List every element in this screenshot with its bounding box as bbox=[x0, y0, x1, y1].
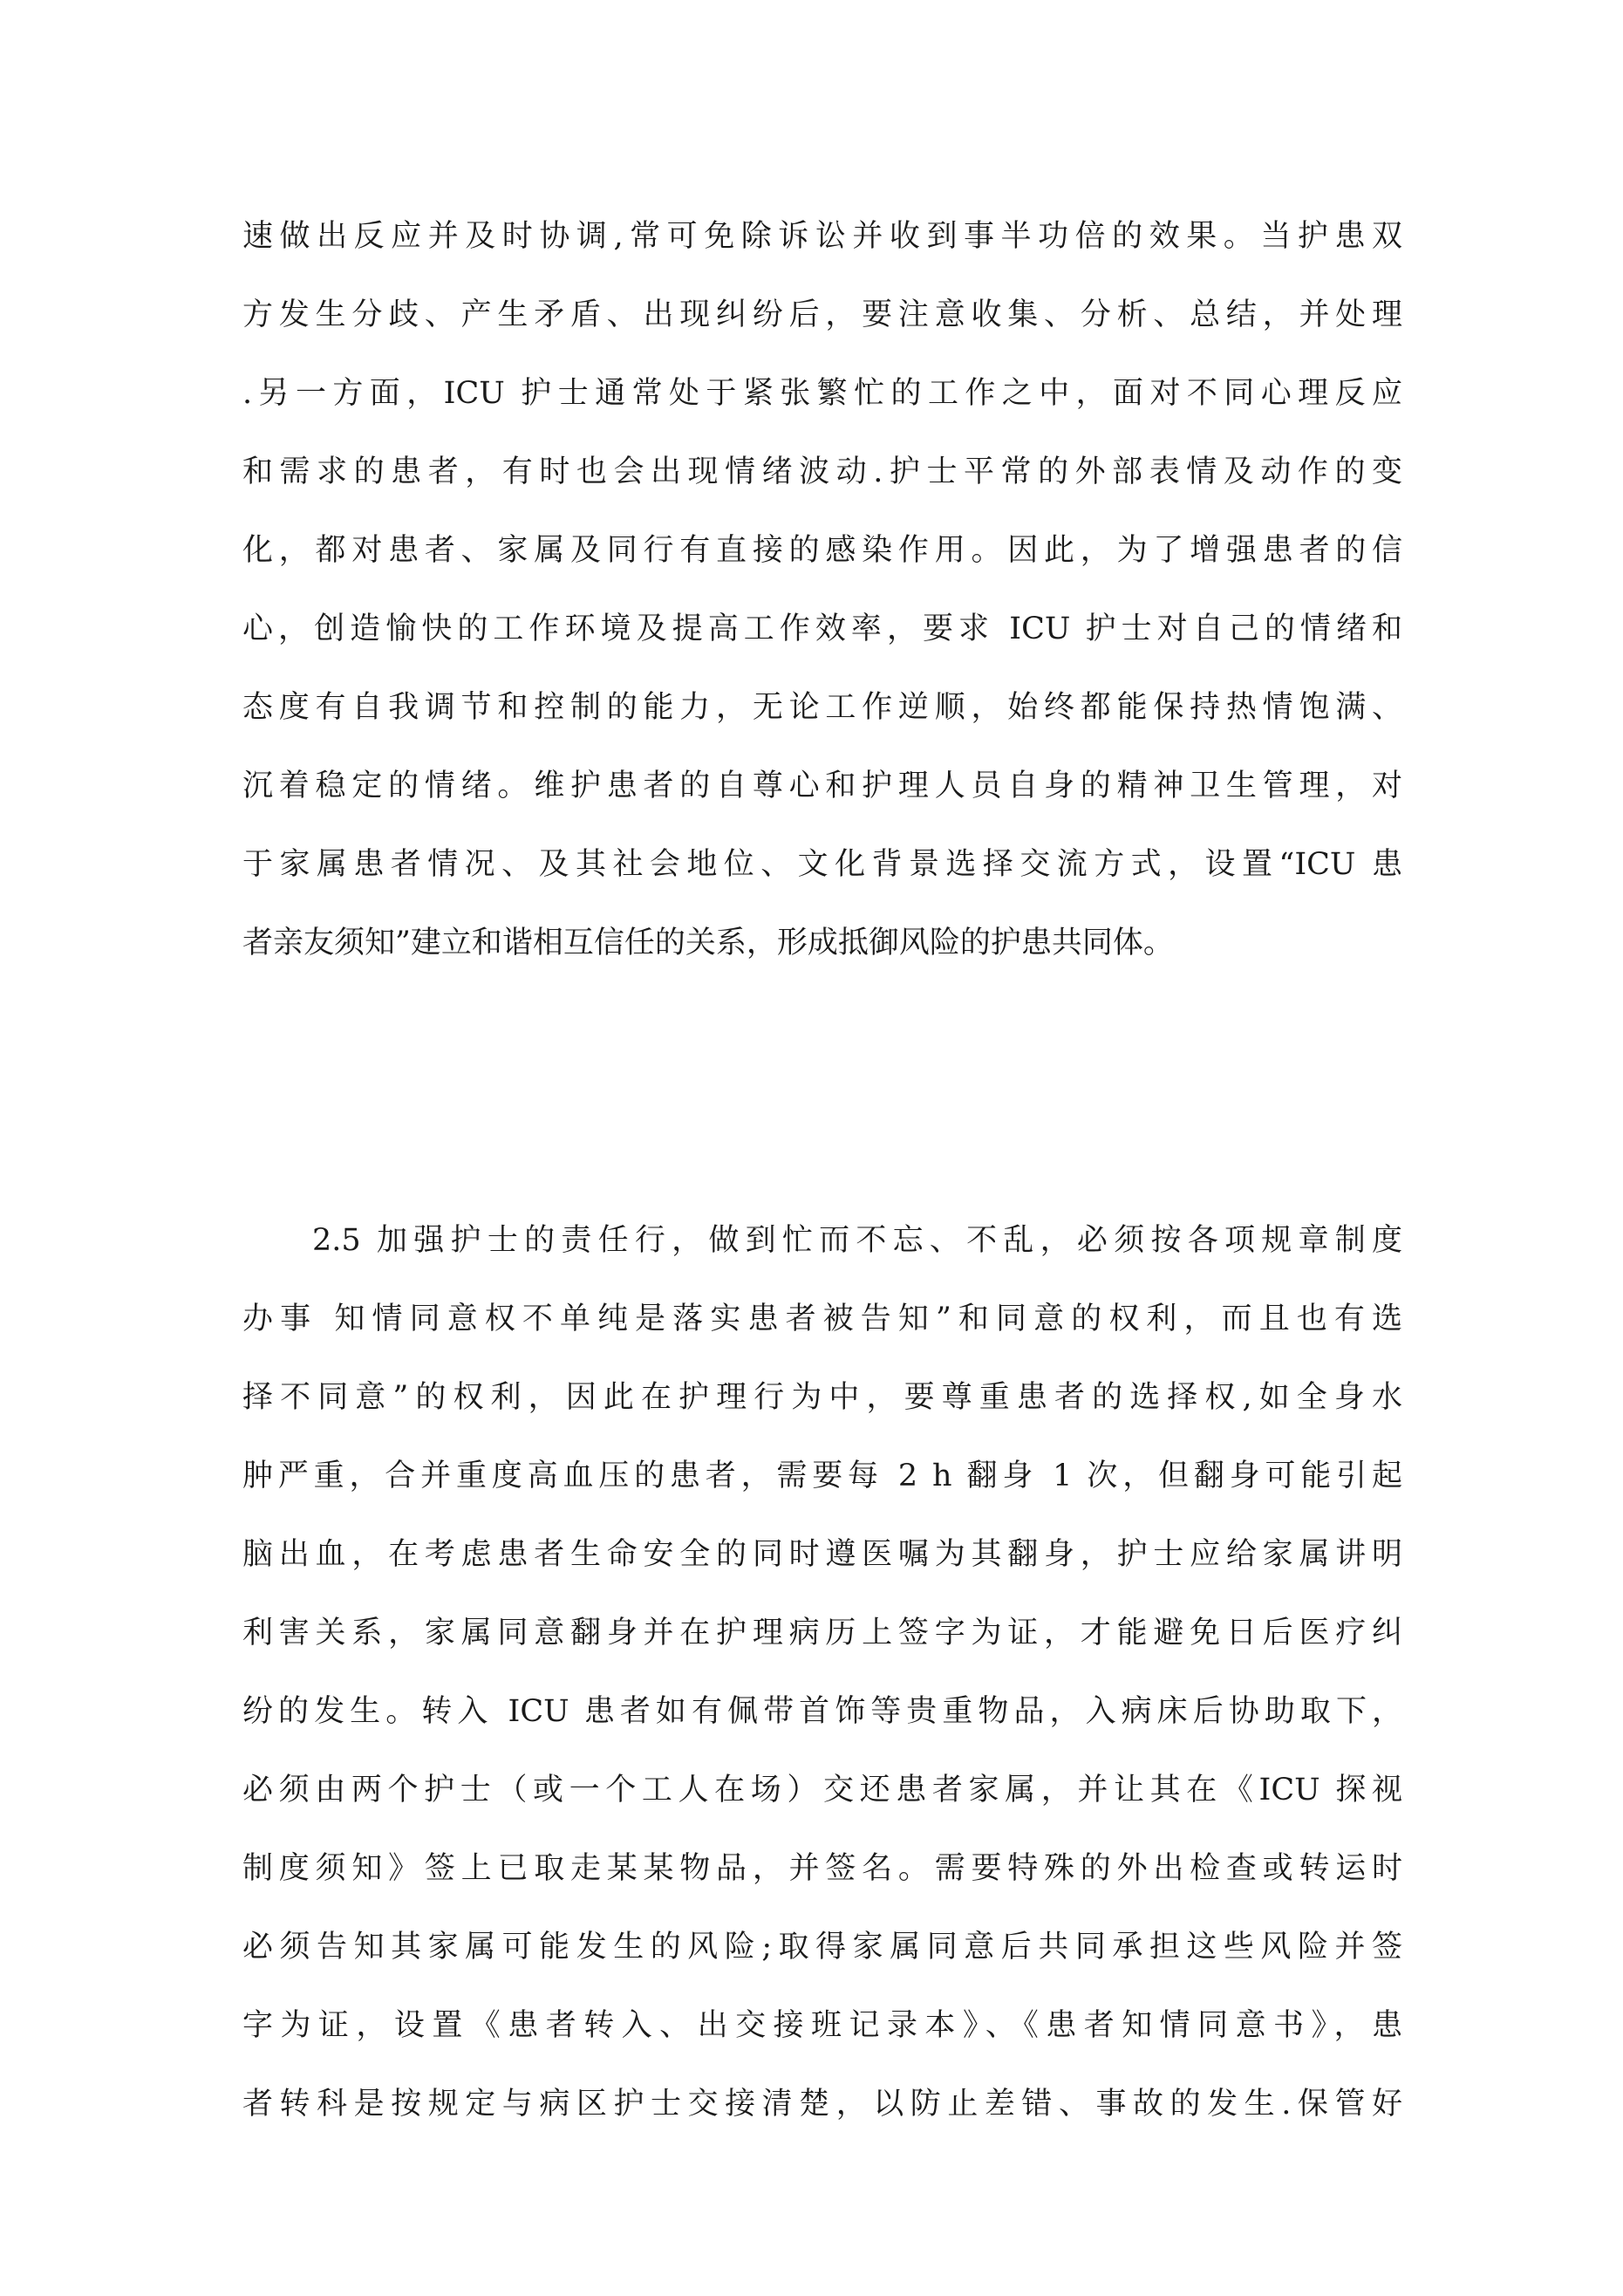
text-line: 速做出反应并及时协调,常可免除诉讼并收到事半功倍的效果。当护患双 bbox=[242, 219, 1402, 254]
text-line: 沉着稳定的情绪。维护患者的自尊心和护理人员自身的精神卫生管理，对 bbox=[242, 769, 1402, 803]
text-line: 和需求的患者，有时也会出现情绪波动.护士平常的外部表情及动作的变 bbox=[242, 454, 1402, 489]
text-line: 制度须知》签上已取走某某物品，并签名。需要特殊的外出检查或转运时 bbox=[242, 1851, 1402, 1886]
section-2-5-heading-line: 2.5 加强护士的责任行，做到忙而不忘、不乱，必须按各项规章制度 bbox=[312, 1223, 1402, 1258]
paragraph-2 bbox=[242, 1201, 1402, 2143]
text-line: 者转科是按规定与病区护士交接清楚，以防止差错、事故的发生.保管好 bbox=[242, 2087, 1402, 2122]
text-line: 方发生分歧、产生矛盾、出现纠纷后，要注意收集、分析、总结，并处理 bbox=[242, 297, 1402, 332]
text-line: 者亲友须知”建立和谐相互信任的关系，形成抵御风险的护患共同体。 bbox=[242, 926, 1174, 960]
text-line: 心，创造愉快的工作环境及提高工作效率，要求 ICU 护士对自己的情绪和 bbox=[242, 612, 1402, 646]
text-line: .另一方面，ICU 护士通常处于紧张繁忙的工作之中，面对不同心理反应 bbox=[242, 376, 1402, 411]
text-line: 字为证，设置《患者转入、出交接班记录本》、《患者知情同意书》，患 bbox=[242, 2008, 1402, 2043]
text-line: 办事 知情同意权不单纯是落实患者被告知”和同意的权利，而且也有选 bbox=[242, 1302, 1402, 1336]
text-line: 脑出血，在考虑患者生命安全的同时遵医嘱为其翻身，护士应给家属讲明 bbox=[242, 1537, 1402, 1572]
text-line: 态度有自我调节和控制的能力，无论工作逆顺，始终都能保持热情饱满、 bbox=[242, 690, 1402, 725]
paragraph-1 bbox=[242, 197, 1402, 982]
text-line: 化，都对患者、家属及同行有直接的感染作用。因此，为了增强患者的信 bbox=[242, 533, 1402, 568]
text-line: 肿严重，合并重度高血压的患者，需要每 2 h 翻身 1 次，但翻身可能引起 bbox=[242, 1459, 1402, 1493]
text-line: 必须由两个护士（或一个工人在场）交还患者家属，并让其在《ICU 探视 bbox=[242, 1773, 1402, 1807]
text-line: 利害关系，家属同意翻身并在护理病历上签字为证，才能避免日后医疗纠 bbox=[242, 1616, 1402, 1650]
text-line: 于家属患者情况、及其社会地位、文化背景选择交流方式，设置“ICU 患 bbox=[242, 847, 1402, 882]
text-line: 纷的发生。转入 ICU 患者如有佩带首饰等贵重物品，入病床后协助取下， bbox=[242, 1694, 1402, 1729]
text-line: 必须告知其家属可能发生的风险;取得家属同意后共同承担这些风险并签 bbox=[242, 1930, 1402, 1965]
text-line: 择不同意”的权利，因此在护理行为中，要尊重患者的选择权,如全身水 bbox=[242, 1380, 1402, 1415]
